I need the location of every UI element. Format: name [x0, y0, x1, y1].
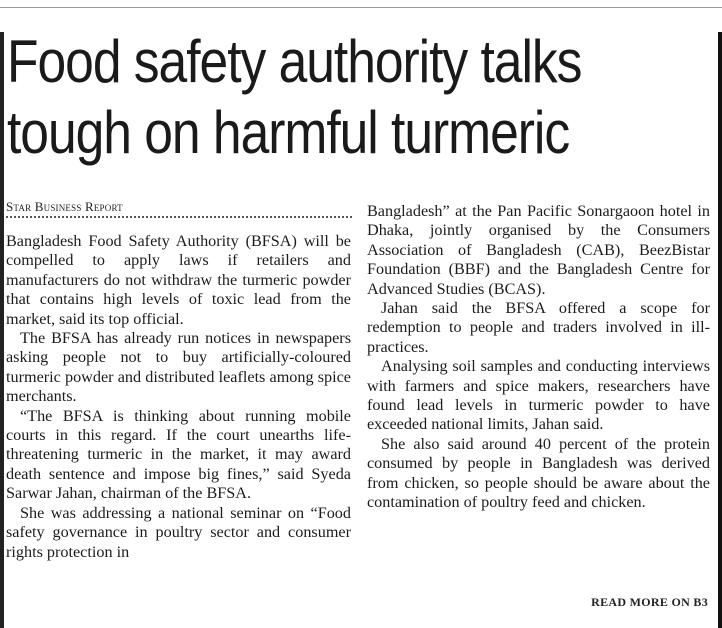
left-border-rule — [0, 32, 4, 628]
paragraph-6: Analysing soil samples and conducting interviews with farmers and spice makers, researchers have found lead levels in turmeric powder to have exceeded national limits, Jahan said. — [367, 357, 710, 434]
article-column-left — [6, 232, 351, 562]
top-rule — [0, 7, 722, 8]
headline-line-2: tough on harmful turmeric — [7, 99, 570, 166]
paragraph-1: Bangladesh Food Safety Authority (BFSA) will be compelled to apply laws if retailers and manufacturers do not withdraw the turmeric powder that contains high levels of toxic lead from the market, said its top official. — [6, 232, 351, 328]
article-column-right — [367, 202, 710, 513]
paragraph-7: She also said around 40 percent of the protein consumed by people in Bangladesh was derived from chicken, so people should be aware about the contamination of poultry feed and chicken. — [367, 434, 710, 512]
paragraph-3: “The BFSA is thinking about running mobile courts in this regard. If the court unearths life-threatening turmeric in the market, it may award death sentence and impose big fines,” said Syeda Sarwar Jahan, chairman of the BFSA. — [6, 406, 351, 503]
headline — [7, 26, 612, 168]
paragraph-4: She was addressing a national seminar on “Food safety governance in poultry sector and consumer rights protection in — [6, 503, 351, 561]
paragraph-4-continued: Bangladesh” at the Pan Pacific Sonargaoon hotel in Dhaka, jointly organised by the Consumers Association of Bangladesh (CAB), BeezBistar Foundation (BBF) and the Bangladesh Centre for Advanced Studies (BCAS). — [367, 202, 710, 298]
headline-line-1: Food safety authority talks — [7, 28, 582, 95]
byline-divider — [6, 216, 352, 218]
paragraph-5: Jahan said the BFSA offered a scope for redemption to people and traders involved in ill-practices. — [367, 299, 710, 356]
paragraph-2: The BFSA has already run notices in newspapers asking people not to buy artificially-coloured turmeric powder and distributed leaflets among spice merchants. — [6, 329, 351, 406]
right-border-rule — [718, 32, 722, 628]
byline: Star Business Report — [6, 199, 123, 214]
read-more-link[interactable]: READ MORE ON B3 — [591, 595, 708, 609]
